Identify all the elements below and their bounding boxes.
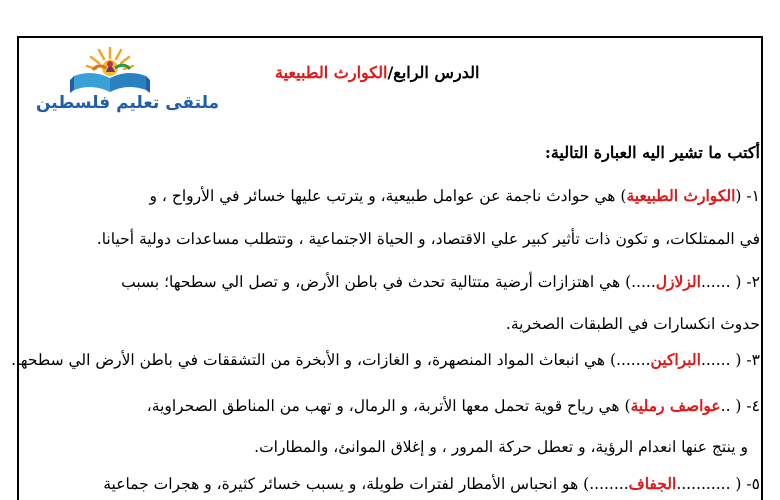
- item-3-number: ٣-: [746, 351, 760, 369]
- item-3-line-1: [11, 350, 760, 369]
- item-2-answer-prefix: ( ......: [700, 273, 742, 291]
- item-5-line-1: [103, 474, 760, 493]
- right-border: [761, 36, 763, 500]
- item-5-number: ٥-: [746, 475, 760, 493]
- item-4-number: ٤-: [746, 397, 760, 415]
- item-4-text-1: هي رياح قوية تحمل معها الأتربة، و الرمال، و تهب من المناطق الصحراوية،: [146, 397, 625, 415]
- item-3-answer-prefix: ( ......: [700, 351, 742, 369]
- item-5-answer-suffix: ........): [583, 475, 629, 493]
- item-1-number: ١-: [746, 187, 760, 205]
- item-4-line-2: [254, 438, 748, 456]
- item-5-answer-prefix: ( ...........: [676, 475, 742, 493]
- item-1-answer: الكوارث الطبيعية: [626, 186, 736, 205]
- logo-text: ملتقى تعليم فلسطين: [36, 93, 220, 113]
- item-2-line-1: [121, 272, 760, 291]
- item-2-text-1: هي اهتزازات أرضية متتالية تحدث في باطن الأرض، و تصل الي سطحها؛ بسبب: [121, 273, 626, 291]
- item-2-answer: الزلازل: [655, 272, 701, 291]
- item-3-text-1: هي انبعاث المواد المنصهرة، و الغازات، و الأبخرة من التشققات في باطن الأرض الي سطحها.: [11, 351, 610, 369]
- item-4-answer-suffix: ): [624, 397, 631, 415]
- item-1-answer-suffix: ): [620, 187, 627, 205]
- item-2-answer-suffix: .....): [625, 273, 656, 291]
- item-4-answer-prefix: ( ..: [720, 397, 742, 415]
- item-5-answer: الجفاف: [628, 474, 677, 493]
- top-border: [17, 36, 763, 38]
- item-2-number: ٢-: [746, 273, 760, 291]
- item-5-text-1: هو انحباس الأمطار لفترات طويلة، و يسبب خسائر كثيرة، و هجرات جماعية: [103, 475, 584, 493]
- lesson-topic: الكوارث الطبيعية: [275, 63, 388, 82]
- item-4-text-2: و ينتج عنها انعدام الرؤية، و تعطل حركة المرور ، و إغلاق الموانئ، والمطارات.: [254, 438, 748, 456]
- open-book-logo-icon: [60, 42, 160, 94]
- item-3-answer: البراكين: [650, 350, 701, 369]
- instruction-heading: أكتب ما تشير اليه العبارة التالية:: [544, 143, 760, 162]
- left-border: [17, 36, 19, 500]
- page-title: [275, 63, 479, 82]
- lesson-prefix: الدرس الرابع/: [387, 63, 480, 82]
- item-1-text-2: في الممتلكات، و تكون ذات تأثير كبير علي الاقتصاد، و الحياة الاجتماعية ، وتتطلب مساعدات دولية أحيانا.: [96, 230, 760, 248]
- item-1-text-1: هي حوادث ناجمة عن عوامل طبيعية، و يترتب عليها خسائر في الأرواح ، و: [149, 187, 621, 205]
- item-1-answer-prefix: (: [735, 187, 742, 205]
- item-2-text-2: حدوث انكسارات في الطبقات الصخرية.: [505, 315, 760, 333]
- item-1-line-1: [150, 186, 760, 205]
- item-4-answer: عواصف رملية: [630, 396, 721, 415]
- item-2-line-2: [506, 315, 760, 333]
- item-1-line-2: [97, 230, 760, 248]
- item-4-line-1: [147, 396, 760, 415]
- item-3-answer-suffix: .......): [609, 351, 651, 369]
